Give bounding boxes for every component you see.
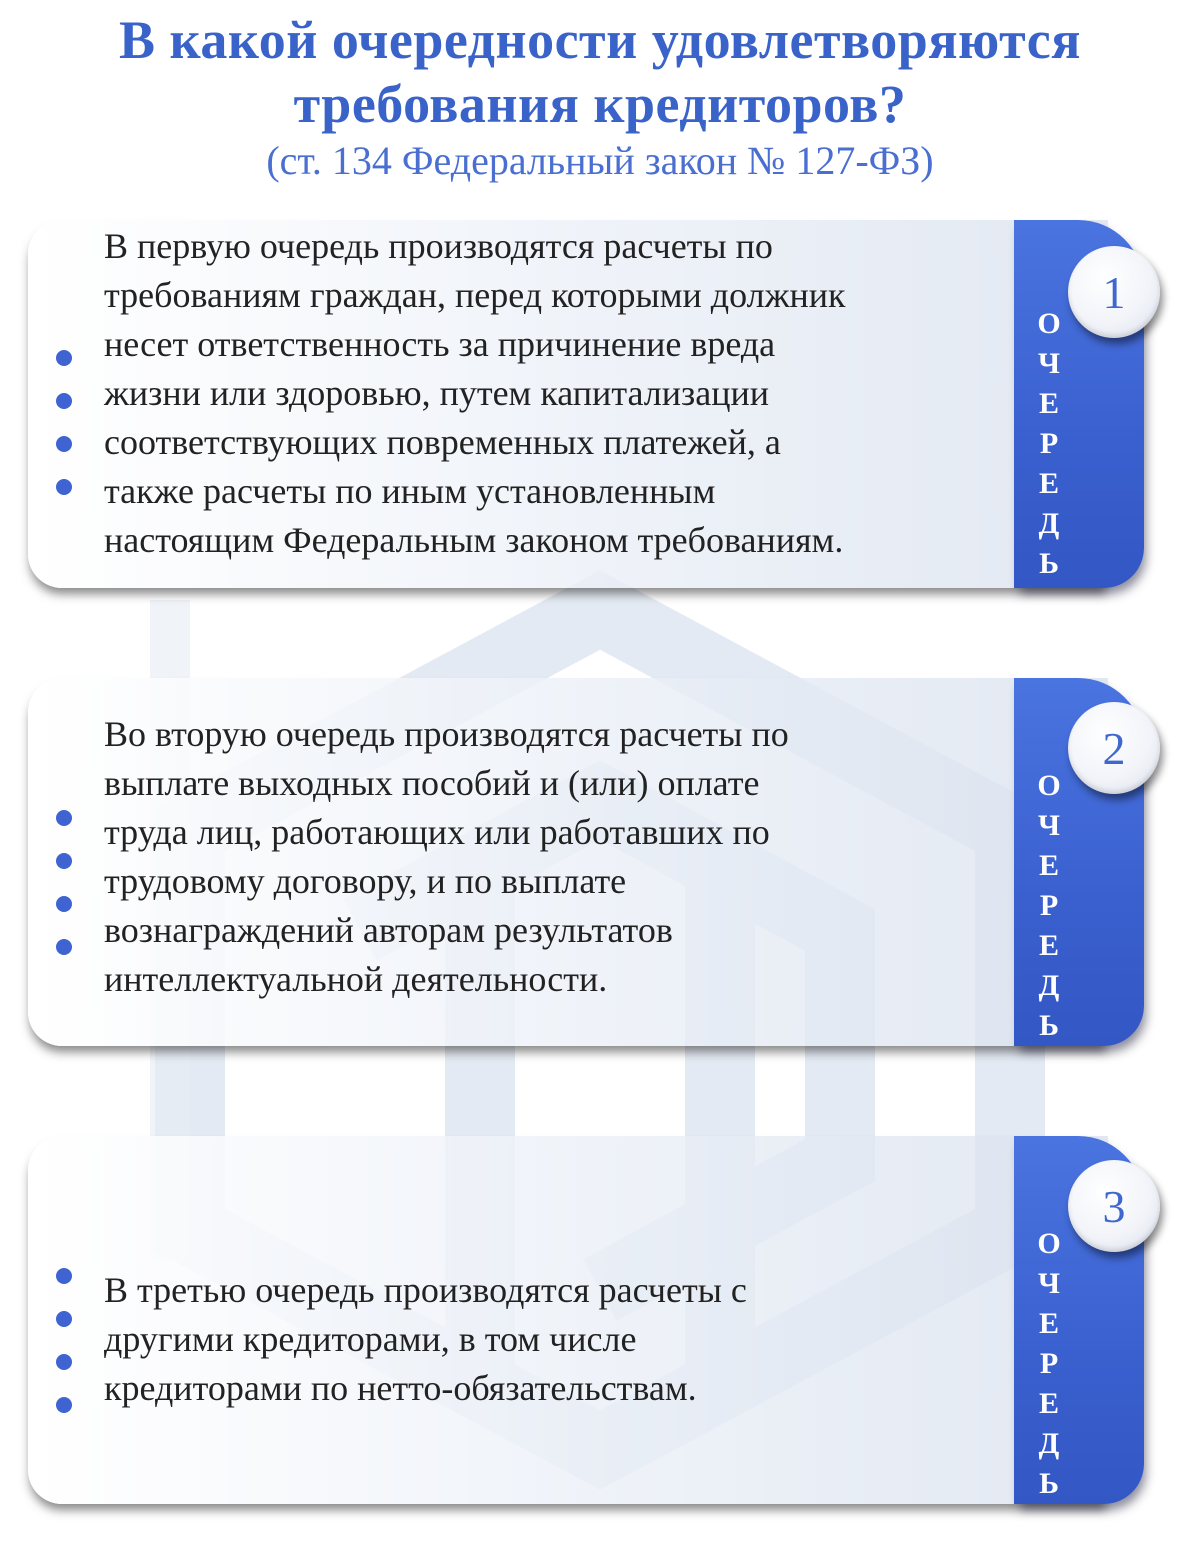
tab-letter: Ь — [1039, 1009, 1059, 1042]
tab-letter: Е — [1038, 1307, 1059, 1340]
bullet-dot — [56, 436, 72, 452]
bullet-dot — [56, 479, 72, 495]
text-line: выплате выходных пособий и (или) оплате — [104, 763, 760, 803]
text-line: труда лиц, работающих или работавших по — [104, 812, 770, 852]
bullet-dot — [56, 853, 72, 869]
bullet-dot — [56, 810, 72, 826]
title-line-1: В какой очередности удовлетворяются — [119, 10, 1081, 70]
queue-card-2 — [28, 678, 1144, 1046]
text-line: В первую очередь производятся расчеты по — [104, 226, 773, 266]
text-line: вознаграждений авторам результатов — [104, 910, 673, 950]
bullet-dot — [56, 896, 72, 912]
tab-letter: Р — [1039, 889, 1059, 922]
text-line: соответствующих повременных платежей, а — [104, 422, 781, 462]
text-line: также расчеты по иным установленным — [104, 471, 716, 511]
tab-letter: Е — [1038, 467, 1059, 500]
text-line: В третью очередь производятся расчеты с — [104, 1270, 747, 1310]
text-line: интеллектуальной деятельности. — [104, 959, 608, 999]
tab-letter: О — [1037, 307, 1061, 340]
title-line-2: требования кредиторов? — [293, 74, 907, 134]
tab-letter: Д — [1038, 969, 1060, 1002]
tab-vertical-label — [1014, 1224, 1084, 1504]
tab-letter: Ь — [1039, 1467, 1059, 1500]
tab-letter: Ч — [1037, 1267, 1061, 1300]
bullet-dot — [56, 939, 72, 955]
text-line: жизни или здоровью, путем капитализации — [104, 373, 770, 413]
tab-letter: Е — [1038, 849, 1059, 882]
tab-vertical-label — [1014, 766, 1084, 1046]
text-line: Во вторую очередь производятся расчеты по — [104, 714, 789, 754]
bullet-dot — [56, 1311, 72, 1327]
text-line: настоящим Федеральным законом требованиям. — [104, 520, 844, 560]
queue-number-badge: 1 — [1068, 246, 1160, 338]
text-line: другими кредиторами, в том числе — [104, 1319, 637, 1359]
bullet-dot — [56, 350, 72, 366]
tab-letter: О — [1037, 1227, 1061, 1260]
tab-letter: О — [1037, 769, 1061, 802]
queue-card-3 — [28, 1136, 1144, 1504]
tab-letter: Д — [1038, 1427, 1060, 1460]
tab-letter: Ч — [1037, 347, 1061, 380]
text-line: кредиторами по нетто-обязательствам. — [104, 1368, 697, 1408]
text-line: требованиям граждан, перед которыми должник — [104, 275, 846, 315]
tab-letter: Ь — [1039, 547, 1059, 580]
page-title — [0, 8, 1200, 136]
queue-number-badge: 2 — [1068, 702, 1160, 794]
bullet-dot — [56, 393, 72, 409]
bullet-dot — [56, 1268, 72, 1284]
tab-letter: Р — [1039, 1347, 1059, 1380]
card-text — [104, 1266, 974, 1413]
tab-letter: Е — [1038, 387, 1059, 420]
card-text — [104, 710, 974, 1004]
queue-number-badge: 3 — [1068, 1160, 1160, 1252]
tab-letter: Е — [1038, 929, 1059, 962]
text-line: трудовому договору, и по выплате — [104, 861, 627, 901]
page-subtitle: (ст. 134 Федеральный закон № 127-ФЗ) — [266, 138, 934, 183]
text-line: несет ответственность за причинение вреда — [104, 324, 776, 364]
bullet-dot — [56, 1397, 72, 1413]
tab-letter: Р — [1039, 427, 1059, 460]
tab-letter: Ч — [1037, 809, 1061, 842]
page-header — [0, 8, 1200, 184]
tab-vertical-label — [1014, 304, 1084, 584]
card-text — [104, 222, 974, 565]
tab-letter: Е — [1038, 1387, 1059, 1420]
tab-letter: Д — [1038, 507, 1060, 540]
queue-card-1 — [28, 220, 1144, 588]
bullet-dot — [56, 1354, 72, 1370]
